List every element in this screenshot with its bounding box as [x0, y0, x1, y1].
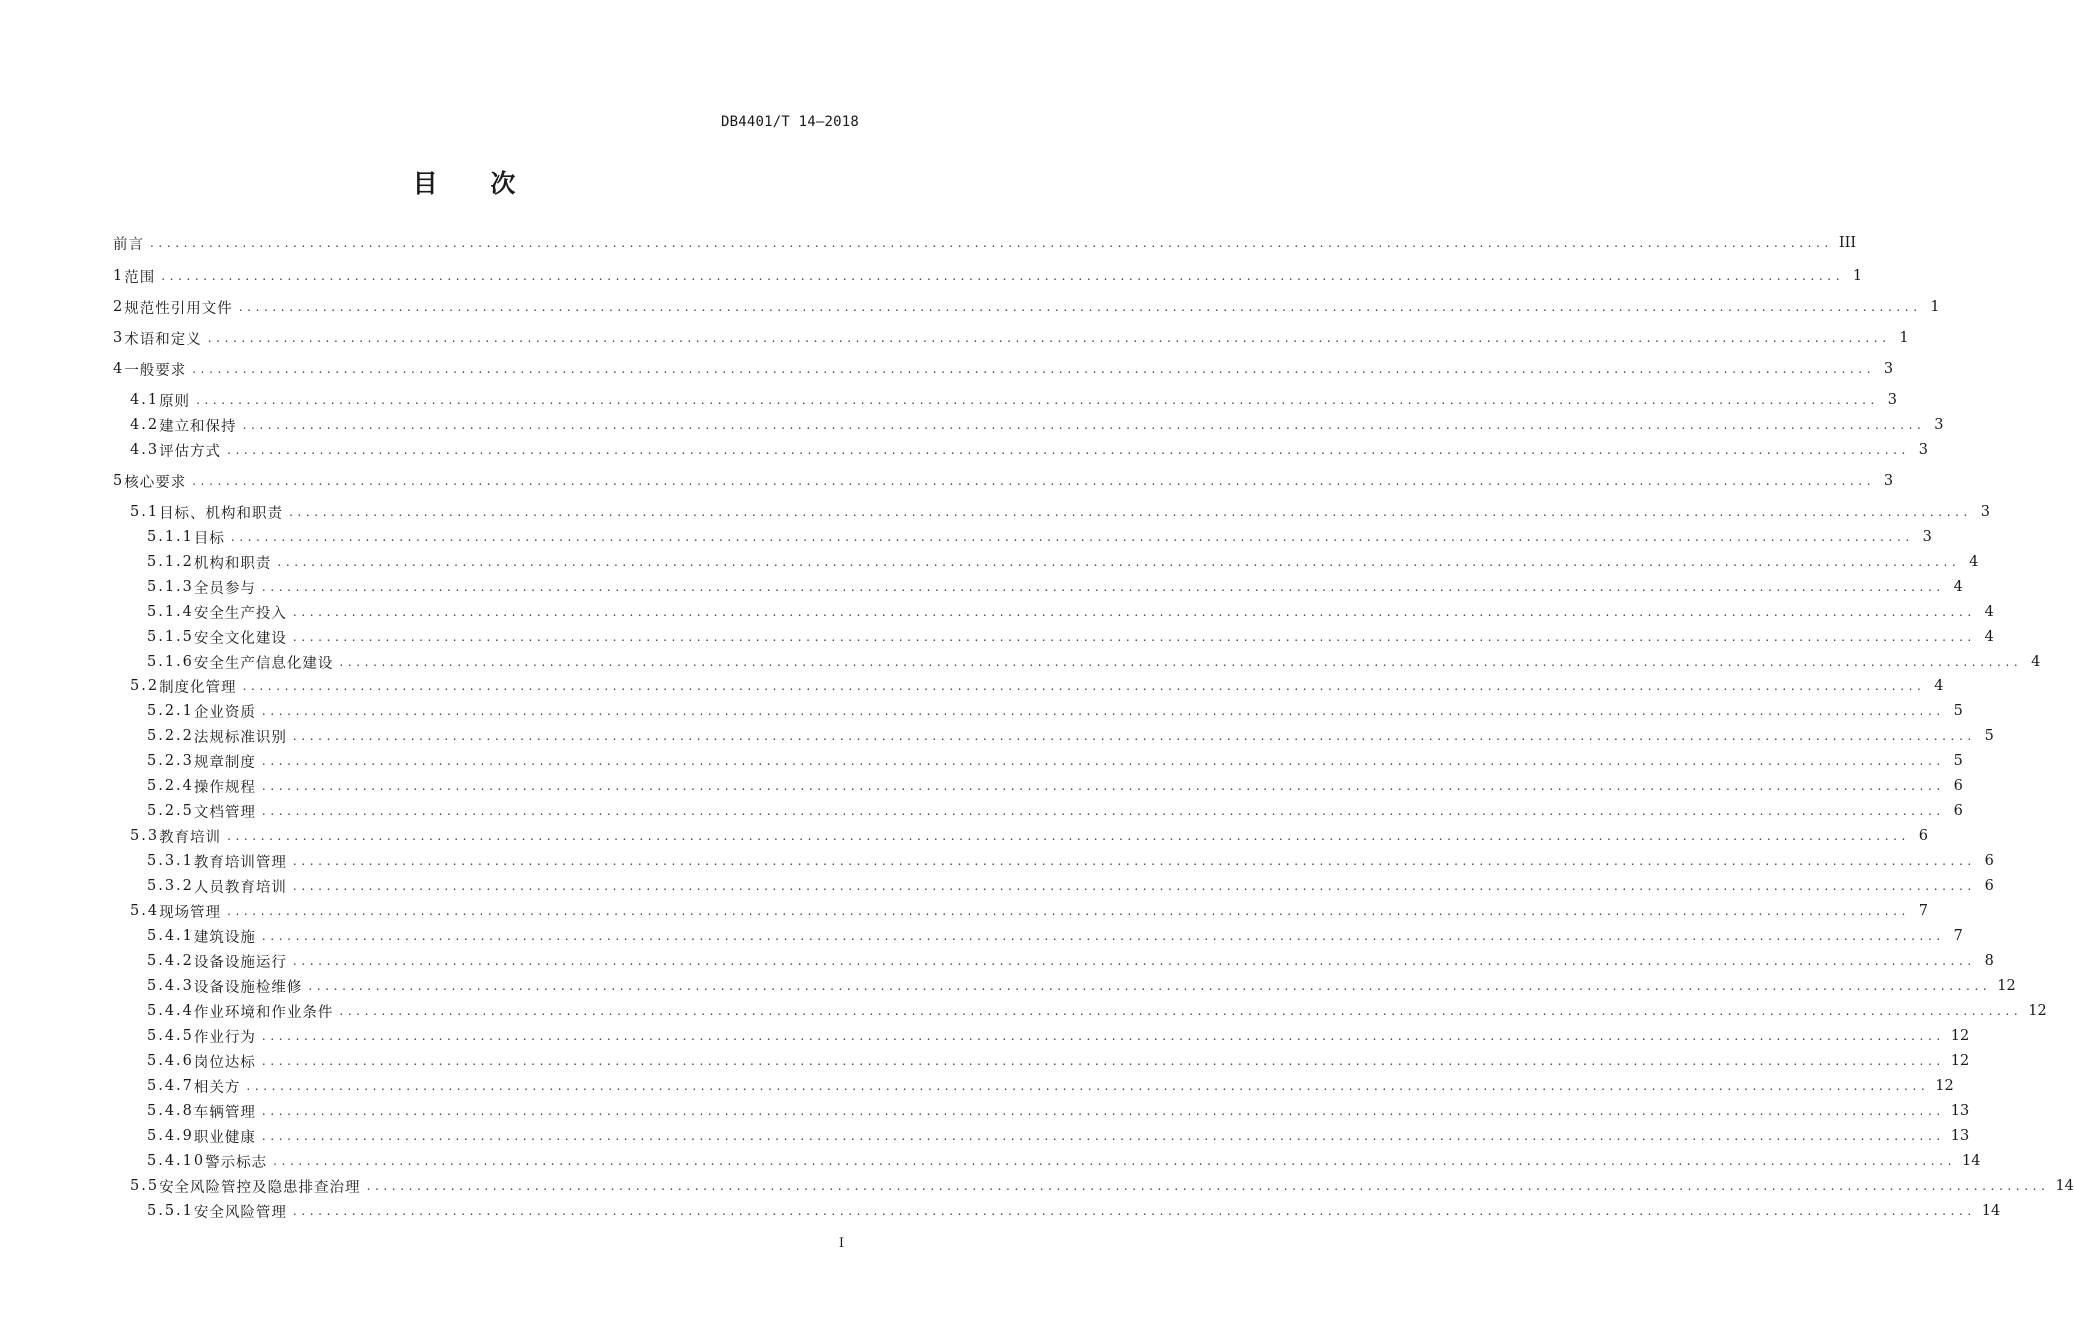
toc-entry-label: 范围 — [124, 269, 156, 286]
toc-entry[interactable] — [113, 899, 1928, 923]
toc-entry-label: 规范性引用文件 — [124, 300, 233, 317]
toc-entry-number: 5.4.1 — [147, 928, 194, 944]
toc-entry-number: 2 — [113, 299, 125, 315]
toc-entry[interactable] — [113, 388, 1897, 412]
toc-entry[interactable] — [113, 824, 1928, 848]
toc-entry[interactable] — [113, 469, 1894, 493]
toc-entry[interactable] — [113, 264, 1863, 288]
toc-entry-page: 1 — [1930, 299, 1940, 315]
toc-entry-page: 12 — [1950, 1053, 1970, 1069]
toc-leader-dots: ........................................................................................................................................................................................................ — [292, 729, 1976, 743]
toc-entry-label: 车辆管理 — [193, 1104, 256, 1121]
toc-entry[interactable] — [113, 1124, 1970, 1148]
toc-entry-number: 5.4.10 — [147, 1153, 206, 1169]
toc-leader-dots: ........................................................................................................................................................................................................ — [366, 1179, 2050, 1193]
toc-entry[interactable] — [113, 1024, 1970, 1048]
toc-leader-dots: ........................................................................................................................................................................................................ — [261, 1029, 1945, 1043]
toc-entry-number: 4.3 — [130, 442, 160, 458]
toc-entry-number: 3 — [113, 330, 125, 346]
toc-entry-label: 教育培训管理 — [193, 854, 287, 871]
toc-entry-label: 现场管理 — [159, 904, 222, 921]
toc-entry-page: 14 — [2055, 1178, 2074, 1194]
toc-entry[interactable] — [113, 1199, 2001, 1223]
toc-entry-number: 5.2.5 — [147, 803, 194, 819]
toc-entry[interactable] — [113, 295, 1940, 319]
toc-entry-number: 5.1.2 — [147, 554, 194, 570]
toc-entry-page: 7 — [1953, 928, 1963, 944]
toc-entry-page: 3 — [1887, 392, 1897, 408]
page-title: 目 次 — [412, 169, 538, 198]
toc-entry-page: 6 — [1984, 878, 1994, 894]
toc-leader-dots: ........................................................................................................................................................................................................ — [292, 605, 1976, 619]
toc-entry[interactable] — [113, 625, 1994, 649]
toc-entry-label: 建筑设施 — [193, 929, 256, 946]
toc-entry-label: 安全风险管控及隐患排查治理 — [159, 1179, 361, 1196]
toc-entry-number: 1 — [113, 268, 125, 284]
toc-entry-label: 建立和保持 — [159, 418, 237, 435]
toc-entry-label: 安全生产信息化建设 — [193, 655, 334, 672]
toc-entry-label: 术语和定义 — [124, 331, 202, 348]
toc-leader-dots: ........................................................................................................................................................................................................ — [292, 954, 1976, 968]
toc-entry[interactable] — [113, 550, 1979, 574]
toc-entry-number: 5.1.1 — [147, 529, 194, 545]
toc-entry-page: 13 — [1950, 1103, 1970, 1119]
toc-entry-number: 5.4.4 — [147, 1003, 194, 1019]
toc-entry-label: 作业行为 — [193, 1029, 256, 1046]
toc-entry-number: 5.4.6 — [147, 1053, 194, 1069]
toc-entry[interactable] — [113, 1099, 1970, 1123]
toc-entry[interactable] — [113, 326, 1909, 350]
toc-entry[interactable] — [113, 231, 1857, 255]
toc-leader-dots: ........................................................................................................................................................................................................ — [261, 754, 1945, 768]
toc-leader-dots: ........................................................................................................................................................................................................ — [292, 630, 1976, 644]
toc-entry[interactable] — [113, 924, 1963, 948]
toc-entry-page: 4 — [1953, 579, 1963, 595]
toc-entry[interactable] — [113, 650, 2041, 674]
toc-entry[interactable] — [113, 1149, 1981, 1173]
toc-entry-page: 14 — [1962, 1153, 1981, 1169]
toc-entry-label: 原则 — [159, 393, 191, 410]
toc-entry-page: 4 — [1984, 629, 1994, 645]
toc-entry-label: 文档管理 — [193, 804, 256, 821]
toc-leader-dots: ........................................................................................................................................................................................................ — [261, 779, 1945, 793]
toc-leader-dots: ........................................................................................................................................................................................................ — [227, 443, 1910, 457]
toc-entry[interactable] — [113, 774, 1963, 798]
toc-entry[interactable] — [113, 1074, 1954, 1098]
toc-entry[interactable] — [113, 674, 1944, 698]
toc-entry-label: 设备设施运行 — [193, 954, 287, 971]
toc-entry-page: III — [1838, 235, 1857, 251]
document-code: DB4401/T 14—2018 — [720, 114, 859, 130]
toc-entry-label: 核心要求 — [124, 474, 187, 491]
toc-entry-page: 3 — [1980, 504, 1990, 520]
toc-entry-number: 5.4.9 — [147, 1128, 194, 1144]
toc-leader-dots: ........................................................................................................................................................................................................ — [292, 1204, 1976, 1218]
toc-leader-dots: ........................................................................................................................................................................................................ — [261, 704, 1945, 718]
toc-entry[interactable] — [113, 500, 1990, 524]
toc-entry[interactable] — [113, 699, 1963, 723]
toc-leader-dots: ........................................................................................................................................................................................................ — [261, 1129, 1945, 1143]
toc-entry-page: 5 — [1953, 703, 1963, 719]
toc-entry-number: 4.2 — [130, 417, 160, 433]
toc-entry[interactable] — [113, 438, 1928, 462]
toc-entry[interactable] — [113, 575, 1963, 599]
toc-entry-page: 7 — [1918, 903, 1928, 919]
toc-entry-number: 5.4.8 — [147, 1103, 194, 1119]
toc-entry-number: 5.3.2 — [147, 878, 194, 894]
toc-leader-dots: ........................................................................................................................................................................................................ — [261, 580, 1945, 594]
toc-entry[interactable] — [113, 525, 1932, 549]
toc-entry[interactable] — [113, 1049, 1970, 1073]
toc-entry-page: 1 — [1899, 330, 1909, 346]
toc-entry-page: 12 — [1950, 1028, 1970, 1044]
toc-entry-page: 3 — [1922, 529, 1932, 545]
toc-entry-number: 5.4 — [130, 903, 160, 919]
toc-entry[interactable] — [113, 1174, 2074, 1198]
toc-leader-dots: ........................................................................................................................................................................................................ — [308, 979, 1992, 993]
toc-leader-dots: ........................................................................................................................................................................................................ — [261, 1054, 1945, 1068]
toc-entry[interactable] — [113, 357, 1894, 381]
toc-leader-dots: ........................................................................................................................................................................................................ — [292, 854, 1976, 868]
toc-entry-page: 3 — [1934, 417, 1944, 433]
toc-leader-dots: ........................................................................................................................................................................................................ — [230, 530, 1914, 544]
toc-entry-number: 5.5 — [130, 1178, 160, 1194]
toc-entry-label: 一般要求 — [124, 362, 187, 379]
toc-entry-page: 13 — [1950, 1128, 1970, 1144]
toc-entry-label: 全员参与 — [193, 580, 256, 597]
toc-entry-number: 5.1.6 — [147, 654, 194, 670]
toc-entry-number: 5.2.3 — [147, 753, 194, 769]
toc-entry-page: 4 — [1984, 604, 1994, 620]
toc-leader-dots: ........................................................................................................................................................................................................ — [261, 1104, 1945, 1118]
toc-entry-number: 5.4.3 — [147, 978, 194, 994]
toc-entry-number: 5 — [113, 473, 125, 489]
toc-leader-dots: ........................................................................................................................................................................................................ — [242, 418, 1926, 432]
page-number: I — [838, 1236, 844, 1251]
toc-entry[interactable] — [113, 874, 1994, 898]
toc-entry-number: 5.1.5 — [147, 629, 194, 645]
toc-leader-dots: ........................................................................................................................................................................................................ — [227, 904, 1910, 918]
toc-entry[interactable] — [113, 724, 1994, 748]
toc-entry-page: 6 — [1984, 853, 1994, 869]
toc-leader-dots: ........................................................................................................................................................................................................ — [161, 269, 1845, 283]
toc-entry-number: 5.5.1 — [147, 1203, 194, 1219]
toc-leader-dots: ........................................................................................................................................................................................................ — [196, 393, 1879, 407]
toc-entry-number: 5.2.1 — [147, 703, 194, 719]
toc-entry-label: 前言 — [113, 236, 144, 253]
toc-leader-dots: ........................................................................................................................................................................................................ — [261, 929, 1945, 943]
toc-entry-label: 安全生产投入 — [193, 605, 287, 622]
toc-leader-dots: ........................................................................................................................................................................................................ — [277, 555, 1961, 569]
toc-leader-dots: ........................................................................................................................................................................................................ — [192, 474, 1876, 488]
toc-entry-number: 5.2.2 — [147, 728, 194, 744]
toc-entry[interactable] — [113, 600, 1994, 624]
toc-entry-label: 目标、机构和职责 — [159, 505, 284, 522]
toc-entry-page: 3 — [1883, 473, 1894, 489]
toc-entry-label: 操作规程 — [193, 779, 256, 796]
toc-entry-label: 安全风险管理 — [193, 1204, 287, 1221]
toc-entry-page: 6 — [1953, 803, 1963, 819]
toc-entry-number: 5.4.5 — [147, 1028, 194, 1044]
toc-entry-label: 评估方式 — [159, 443, 222, 460]
toc-leader-dots: ........................................................................................................................................................................................................ — [238, 300, 1922, 314]
toc-entry[interactable] — [113, 413, 1944, 437]
toc-entry-page: 12 — [1935, 1078, 1954, 1094]
toc-entry-page: 14 — [1981, 1203, 2001, 1219]
toc-entry-number: 4 — [113, 361, 125, 377]
toc-entry-number: 5.1.3 — [147, 579, 194, 595]
toc-leader-dots: ........................................................................................................................................................................................................ — [192, 362, 1876, 376]
toc-entry[interactable] — [113, 974, 2016, 998]
toc-entry-number: 5.3.1 — [147, 853, 194, 869]
toc-entry-page: 1 — [1852, 268, 1863, 284]
toc-entry-page: 3 — [1883, 361, 1894, 377]
toc-entry[interactable] — [113, 949, 1994, 973]
toc-leader-dots: ........................................................................................................................................................................................................ — [261, 804, 1945, 818]
toc-entry-page: 12 — [2028, 1003, 2047, 1019]
toc-leader-dots: ........................................................................................................................................................................................................ — [242, 679, 1926, 693]
toc-entry-number: 5.1.4 — [147, 604, 194, 620]
toc-entry-number: 5.2 — [130, 678, 160, 694]
toc-entry[interactable] — [113, 849, 1994, 873]
toc-entry-label: 法规标准识别 — [193, 729, 287, 746]
toc-entry-page: 4 — [1969, 554, 1979, 570]
toc-entry-page: 4 — [1934, 678, 1944, 694]
toc-entry-label: 人员教育培训 — [193, 879, 287, 896]
toc-leader-dots: ........................................................................................................................................................................................................ — [246, 1079, 1930, 1093]
toc-entry[interactable] — [113, 799, 1963, 823]
toc-entry-number: 5.4.2 — [147, 953, 194, 969]
toc-leader-dots: ........................................................................................................................................................................................................ — [289, 505, 1972, 519]
toc-entry-label: 安全文化建设 — [193, 630, 287, 647]
toc-entry-label: 教育培训 — [159, 829, 222, 846]
toc-entry-page: 12 — [1997, 978, 2016, 994]
toc-leader-dots: ........................................................................................................................................................................................................ — [339, 1004, 2023, 1018]
toc-entry-label: 相关方 — [193, 1079, 241, 1096]
toc-leader-dots: ........................................................................................................................................................................................................ — [227, 829, 1910, 843]
toc-leader-dots: ........................................................................................................................................................................................................ — [292, 879, 1976, 893]
toc-entry-label: 岗位达标 — [193, 1054, 256, 1071]
toc-entry-number: 5.2.4 — [147, 778, 194, 794]
toc-entry-page: 5 — [1984, 728, 1994, 744]
toc-entry[interactable] — [113, 749, 1963, 773]
toc-entry-number: 4.1 — [130, 392, 160, 408]
toc-entry-label: 企业资质 — [193, 704, 256, 721]
toc-entry-label: 机构和职责 — [193, 555, 272, 572]
toc-entry-page: 8 — [1984, 953, 1994, 969]
toc-entry-number: 5.3 — [130, 828, 160, 844]
toc-entry-label: 目标 — [193, 530, 225, 547]
toc-leader-dots: ........................................................................................................................................................................................................ — [207, 331, 1891, 345]
toc-leader-dots: ........................................................................................................................................................................................................ — [339, 655, 2023, 669]
toc-entry-label: 警示标志 — [205, 1154, 268, 1171]
toc-entry-label: 制度化管理 — [159, 679, 237, 696]
toc-entry-number: 5.4.7 — [147, 1078, 194, 1094]
toc-entry-label: 职业健康 — [193, 1129, 256, 1146]
toc-entry-number: 5.1 — [130, 504, 160, 520]
toc-entry-label: 作业环境和作业条件 — [193, 1004, 334, 1021]
toc-entry-page: 4 — [2031, 654, 2041, 670]
toc-entry-page: 3 — [1918, 442, 1928, 458]
toc-entry-label: 规章制度 — [193, 754, 256, 771]
toc-leader-dots: ........................................................................................................................................................................................................ — [273, 1154, 1957, 1168]
toc-leader-dots: ........................................................................................................................................................................................................ — [150, 236, 1833, 250]
toc-entry[interactable] — [113, 999, 2047, 1023]
toc-entry-page: 5 — [1953, 753, 1963, 769]
toc-entry-label: 设备设施检维修 — [193, 979, 303, 996]
toc-entry-page: 6 — [1953, 778, 1963, 794]
toc-entry-page: 6 — [1918, 828, 1928, 844]
